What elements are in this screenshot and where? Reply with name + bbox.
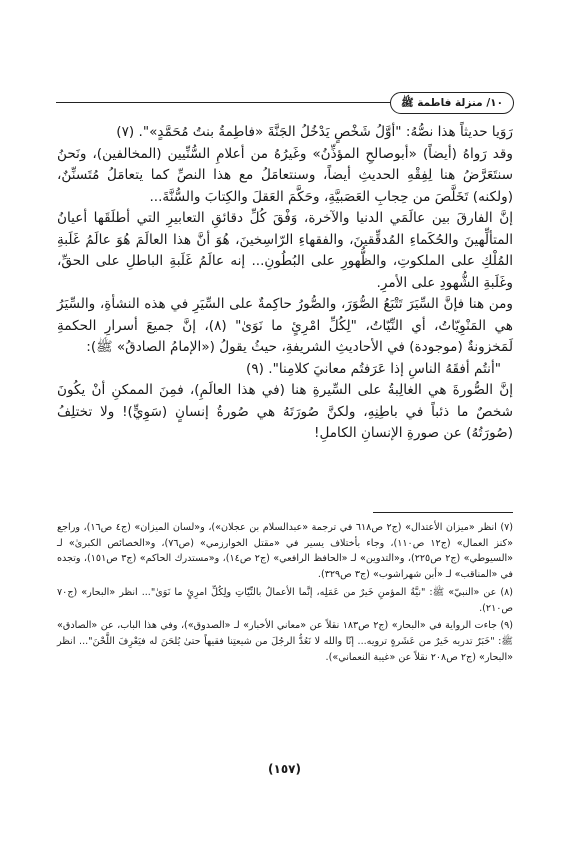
running-header (56, 92, 514, 114)
footnote-separator (373, 512, 513, 513)
paragraph-3: إنَّ الفارقَ بين عالَمَي الدنيا والآخرة، وَفْقَ كُلِّ دقائقِ التعابيرِ التي أطلَقَها أعيانُ المتألِّهينَ والحُكَماءِ المُدقِّقينَ، والفقهاءِ الرّاسِخينَ، هُوَ أنَّ هذا العالَمَ هُوَ عالَمُ غَلَبةِ المُلْكِ على الملكوتِ، والظُّهورِ على البُطُونِ... إنه عالَمُ غَلَبةِ الباطلِ على الحقِّ، وغَلَبةِ الشُّهودِ على الأمرِ. (57, 210, 513, 291)
main-text (57, 122, 513, 445)
header-chapter-label: ١٠/ منزلة فاطمة ﷺ (390, 92, 514, 114)
page-number: (١٥٧) (268, 762, 301, 776)
paragraph-2: وقد رَواهُ (أيضاً) «أبوصالحِ المؤذِّنُ» وغَيرُهُ من أعلامِ السُّنِّيين (المخالفين)، ونَحنُ سنتَعَرَّضُ هنا لِفِقْهِ الحديثِ أيضاً، وسنتعامَلُ مع هذا النصِّ كما يتعامَلُ مُتَسنِّنٌ، (ولكنه) تَخَلَّصَ من حِجابِ العَصَبيَّةِ، وحَكَّمَ العَقلَ والكِتابَ والسُّنَّةَ... (57, 145, 513, 205)
footnotes (57, 520, 513, 667)
paragraph-1: رَوَيا حديثاً هذا نصُّهُ: "أوَّلُ شَخْصٍ يَدْخُلُ الجَنَّةَ «فاطِمةُ بنتُ مُحَمَّدٍ»". (٧) (116, 124, 513, 140)
footnote-8: (٨) عن «النبيّ» ﷺ: "نيَّةُ المؤمنِ خَيرٌ من عَمَلِه، إنَّما الأعمالُ بالنِّيّاتِ ولِكُلِّ امرِئٍ ما نَوَىٰ"... انظر «البحار» (ج٧٠ ص٢١٠). (57, 586, 513, 614)
paragraph-5-quote: "أنتُم أفقَهُ الناسِ إذا عَرَفتُم معانيَ كلامِنا". (٩) (246, 360, 501, 377)
paragraph-6: إنَّ الصُّورةَ هي الغالِبةُ على السِّيرةِ هنا (في هذا العالَمِ)، فمِنَ الممكنِ أنْ يكُونَ شخصٌ ما ذئباً في باطِنِهِ، ولكنَّ صُورَتَهُ هي صُورةُ إنسانٍ (سَوِيٍّ)! ولا تختلِفُ (صُورَتُهُ) عن صورةِ الإنسانِ الكاملِ! (57, 382, 513, 441)
footnote-9: (٩) جاءت الرواية في «البحار» (ج٢ ص١٨٣ نقلاً عن «معاني الأخبار» لـ «الصدوق»)، وفي هذا الباب، عن «الصادق» ﷺ: "خَبَرٌ تدريه خَيرٌ من عَشَرةٍ ترويه... إنّا والله لا نَعُدُّ الرجُلَ من شيعتِنا فقيهاً حتىٰ يُلحَنَ له فيَعْرِفَ اللَّحْنَ"... انظر «البحار» (ج٢ ص٢٠٨ نقلاً عن «غيبة النعماني»). (57, 620, 514, 663)
paragraph-4: ومن هنا فإنَّ السِّيَرَ تَتْبَعُ الصُّوَرَ، والصُّورُ حاكِمةٌ على السِّيَرِ في هذه النشأةِ، والسِّيَرُ هي المَنْوِيّاتُ، أي النِّيّاتُ، "لِكُلِّ امْرِئٍ ما نَوَىٰ" (٨)، إنَّ جميعَ أسرارِ الحكمةِ لَمَخزونةٌ (موجودة) في الأحاديثِ الشريفةِ، حيثُ يقولُ («الإمامُ الصادقُ» ﷺ): (57, 296, 513, 355)
footnote-7: (٧) انظر «ميزان الأعتدال» (ج٢ ص٦١٨ في ترجمة «عبدالسلام بن عجلان»)، و«لسان الميزان» (ج٤ ص١٦)، وراجع «كنز العمال» (ج١٢ ص١١٠)، وجاء بأختلاف يسير في «مقتل الخوارزمي» (ص٧٦)، و«الخصائص الكبرىٰ» لـ «السيوطي» (ج٢ ص٢٢٥)، و«التدوين» لـ «الحافظ الرافعي» (ج٢ ص١٤)، و«مستدرك الحاكم» (ج٣ ص١٥١)، وتجده في «المناقب» لـ «أبن شهراشوب» (ج٣ ص٣٢٩). (57, 522, 514, 581)
